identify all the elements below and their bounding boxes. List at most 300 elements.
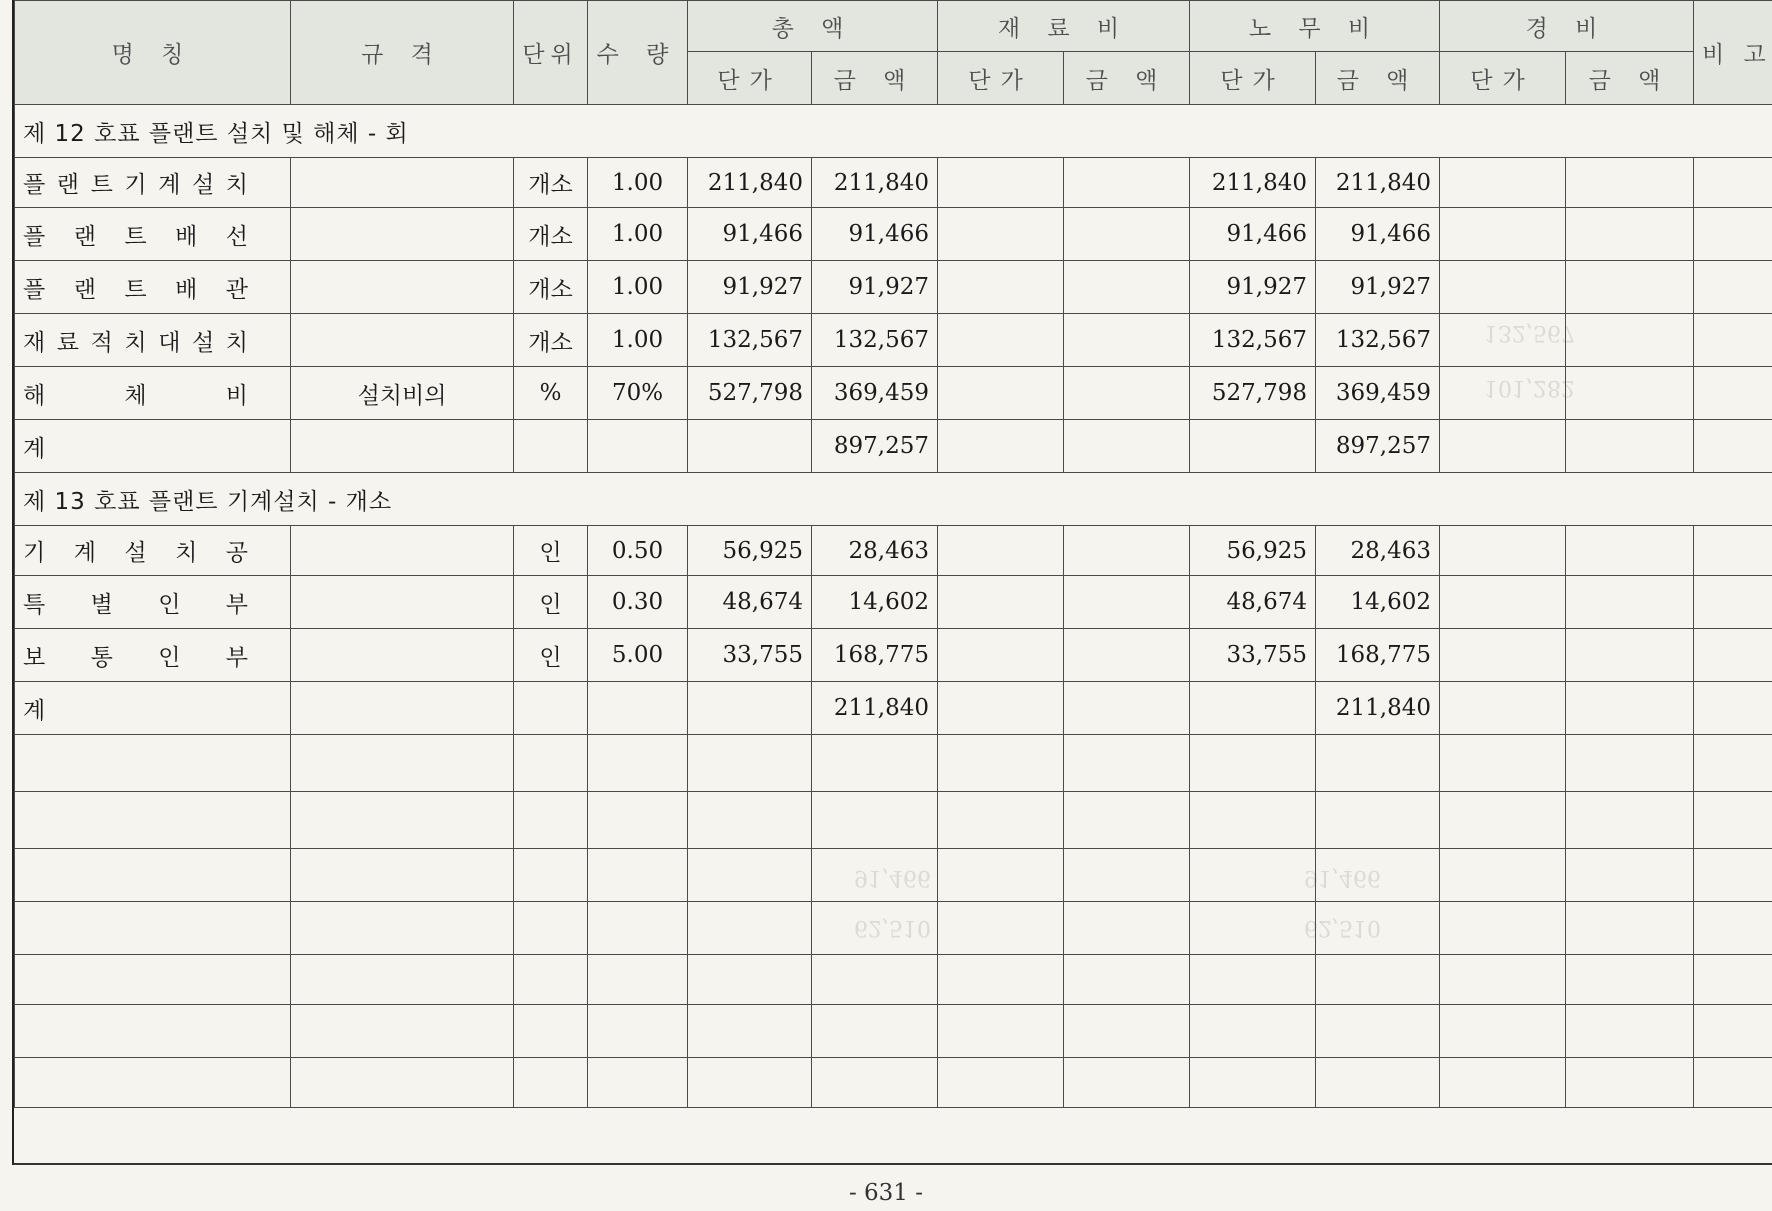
item-name <box>15 208 291 261</box>
labor-amount: 14,602 <box>1316 576 1440 629</box>
empty-cell <box>1566 735 1694 792</box>
name-char: 플 <box>23 276 46 303</box>
item-spec <box>291 314 514 367</box>
empty-cell <box>1064 792 1190 849</box>
subtotal-label: 계 <box>15 682 291 735</box>
subtotal-row <box>15 682 1772 735</box>
total-amount: 91,927 <box>812 261 938 314</box>
table-row <box>15 314 1772 367</box>
empty-cell <box>1190 1005 1316 1058</box>
header-expense: 경 비 <box>1440 1 1694 52</box>
name-char: 통 <box>90 644 113 671</box>
name-char: 트 <box>124 276 147 303</box>
item-spec <box>291 261 514 314</box>
remarks-cell <box>1694 576 1772 629</box>
empty-cell <box>15 955 291 1005</box>
empty-cell <box>514 849 588 902</box>
empty-cell <box>1440 792 1566 849</box>
table-row <box>15 526 1772 576</box>
empty-cell <box>1440 682 1566 735</box>
item-unit: 개소 <box>514 158 588 208</box>
empty-cell <box>1440 955 1566 1005</box>
material-unit-price <box>938 526 1064 576</box>
item-name <box>15 629 291 682</box>
remarks-cell <box>1694 261 1772 314</box>
empty-cell <box>938 955 1064 1005</box>
expense-amount <box>1566 314 1694 367</box>
name-char: 비 <box>225 382 248 409</box>
name-char: 별 <box>90 591 113 618</box>
subtotal-labor-amount: 897,257 <box>1316 420 1440 473</box>
empty-cell <box>15 735 291 792</box>
header-remarks: 비 고 <box>1694 1 1772 105</box>
total-amount: 28,463 <box>812 526 938 576</box>
empty-cell <box>588 735 688 792</box>
blank-row <box>15 792 1772 849</box>
empty-cell <box>1566 1058 1694 1108</box>
table-row <box>15 208 1772 261</box>
total-unit-price: 48,674 <box>688 576 812 629</box>
material-amount <box>1064 314 1190 367</box>
name-char: 트 <box>124 223 147 250</box>
remarks-cell <box>1694 158 1772 208</box>
empty-cell <box>291 1005 514 1058</box>
item-unit: 개소 <box>514 261 588 314</box>
item-name <box>15 367 291 420</box>
empty-cell <box>1190 955 1316 1005</box>
empty-cell <box>514 1058 588 1108</box>
name-char: 보 <box>23 644 46 671</box>
item-qty: 1.00 <box>588 208 688 261</box>
name-char: 랜 <box>73 276 96 303</box>
total-unit-price: 33,755 <box>688 629 812 682</box>
empty-cell <box>812 902 938 955</box>
name-char: 계 <box>158 172 181 198</box>
empty-cell <box>291 420 514 473</box>
empty-cell <box>1440 1005 1566 1058</box>
empty-cell <box>1566 902 1694 955</box>
empty-cell <box>291 849 514 902</box>
empty-cell <box>688 955 812 1005</box>
material-unit-price <box>938 208 1064 261</box>
expense-unit-price <box>1440 576 1566 629</box>
name-char: 기 <box>124 172 147 198</box>
name-char: 료 <box>56 329 80 356</box>
labor-amount: 132,567 <box>1316 314 1440 367</box>
labor-unit-price: 56,925 <box>1190 526 1316 576</box>
name-char: 플 <box>23 223 46 250</box>
empty-cell <box>1064 1005 1190 1058</box>
labor-amount: 211,840 <box>1316 158 1440 208</box>
item-spec: 설치비의 <box>291 367 514 420</box>
empty-cell <box>1440 735 1566 792</box>
expense-unit-price <box>1440 367 1566 420</box>
blank-row <box>15 902 1772 955</box>
section-title-row <box>15 473 1772 526</box>
table-row <box>15 576 1772 629</box>
labor-amount: 369,459 <box>1316 367 1440 420</box>
name-char: 치 <box>124 329 147 356</box>
remarks-cell <box>1694 526 1772 576</box>
name-char: 관 <box>225 276 248 303</box>
empty-cell <box>588 849 688 902</box>
header-expense-unit-price: 단가 <box>1440 52 1566 105</box>
empty-cell <box>1566 955 1694 1005</box>
empty-cell <box>1566 849 1694 902</box>
material-amount <box>1064 367 1190 420</box>
material-unit-price <box>938 261 1064 314</box>
total-unit-price: 527,798 <box>688 367 812 420</box>
subtotal-row <box>15 420 1772 473</box>
expense-amount <box>1566 158 1694 208</box>
empty-cell <box>1190 1058 1316 1108</box>
item-unit: 인 <box>514 629 588 682</box>
empty-cell <box>291 902 514 955</box>
total-amount: 211,840 <box>812 158 938 208</box>
material-amount <box>1064 629 1190 682</box>
empty-cell <box>938 1058 1064 1108</box>
total-unit-price: 91,466 <box>688 208 812 261</box>
expense-amount <box>1566 261 1694 314</box>
empty-cell <box>812 1005 938 1058</box>
name-char: 해 <box>23 382 46 409</box>
empty-cell <box>1316 735 1440 792</box>
empty-cell <box>688 1005 812 1058</box>
header-total-unit-price: 단가 <box>688 52 812 105</box>
table-row <box>15 629 1772 682</box>
empty-cell <box>688 792 812 849</box>
empty-cell <box>1316 849 1440 902</box>
header-total: 총 액 <box>688 1 938 52</box>
labor-unit-price: 33,755 <box>1190 629 1316 682</box>
empty-cell <box>1064 420 1190 473</box>
blank-row <box>15 849 1772 902</box>
labor-unit-price: 91,927 <box>1190 261 1316 314</box>
item-unit: 인 <box>514 576 588 629</box>
material-unit-price <box>938 629 1064 682</box>
item-name <box>15 158 291 208</box>
expense-amount <box>1566 576 1694 629</box>
empty-cell <box>1064 735 1190 792</box>
item-name-letters <box>23 218 248 251</box>
section-title: 제 13 호표 플랜트 기계설치 - 개소 <box>15 473 1772 526</box>
empty-cell <box>588 792 688 849</box>
name-char: 부 <box>225 644 248 671</box>
table-row <box>15 261 1772 314</box>
expense-amount <box>1566 526 1694 576</box>
name-char: 배 <box>175 223 198 250</box>
empty-cell <box>688 849 812 902</box>
empty-cell <box>1064 1058 1190 1108</box>
remarks-cell <box>1694 208 1772 261</box>
item-spec <box>291 576 514 629</box>
material-amount <box>1064 158 1190 208</box>
empty-cell <box>1694 902 1772 955</box>
empty-cell <box>688 1058 812 1108</box>
header-material-unit-price: 단가 <box>938 52 1064 105</box>
empty-cell <box>938 735 1064 792</box>
item-unit: 개소 <box>514 208 588 261</box>
header-unit: 단위 <box>514 1 588 105</box>
labor-unit-price: 211,840 <box>1190 158 1316 208</box>
blank-row <box>15 955 1772 1005</box>
name-char: 플 <box>23 172 46 198</box>
empty-cell <box>514 735 588 792</box>
subtotal-total-amount: 897,257 <box>812 420 938 473</box>
header-name: 명 칭 <box>15 1 291 105</box>
empty-cell <box>1190 902 1316 955</box>
empty-cell <box>1694 1058 1772 1108</box>
item-qty: 1.00 <box>588 314 688 367</box>
empty-cell <box>1694 955 1772 1005</box>
name-char: 치 <box>225 172 248 198</box>
name-char: 기 <box>23 540 46 566</box>
empty-cell <box>938 902 1064 955</box>
expense-unit-price <box>1440 261 1566 314</box>
item-unit: 개소 <box>514 314 588 367</box>
header-row-1 <box>15 1 1772 52</box>
name-char: 랜 <box>56 172 80 198</box>
subtotal-labor-amount: 211,840 <box>1316 682 1440 735</box>
subtotal-total-amount: 211,840 <box>812 682 938 735</box>
show-through-text: 91,466 <box>1304 865 1381 890</box>
total-amount: 168,775 <box>812 629 938 682</box>
item-name <box>15 576 291 629</box>
header-material-amount: 금 액 <box>1064 52 1190 105</box>
total-unit-price: 56,925 <box>688 526 812 576</box>
empty-cell <box>1064 682 1190 735</box>
header-qty: 수 량 <box>588 1 688 105</box>
cost-breakdown-sheet <box>12 0 1772 1165</box>
empty-cell <box>1190 682 1316 735</box>
section-title-row <box>15 105 1772 158</box>
empty-cell <box>1694 682 1772 735</box>
item-qty: 1.00 <box>588 261 688 314</box>
empty-cell <box>1566 682 1694 735</box>
header-labor-amount: 금 액 <box>1316 52 1440 105</box>
name-char: 적 <box>90 329 113 356</box>
show-through-text: 91,466 <box>854 865 931 890</box>
show-through-text: 62,510 <box>1304 915 1381 940</box>
empty-cell <box>514 955 588 1005</box>
expense-unit-price <box>1440 158 1566 208</box>
empty-cell <box>588 902 688 955</box>
header-total-amount: 금 액 <box>812 52 938 105</box>
name-char: 트 <box>90 172 113 198</box>
labor-unit-price: 91,466 <box>1190 208 1316 261</box>
empty-cell <box>1566 1005 1694 1058</box>
item-spec <box>291 526 514 576</box>
name-char: 부 <box>225 591 248 618</box>
header-material: 재 료 비 <box>938 1 1190 52</box>
material-amount <box>1064 208 1190 261</box>
material-amount <box>1064 576 1190 629</box>
item-name <box>15 314 291 367</box>
material-unit-price <box>938 314 1064 367</box>
item-spec <box>291 158 514 208</box>
labor-unit-price: 48,674 <box>1190 576 1316 629</box>
empty-cell <box>1316 902 1440 955</box>
header-labor-unit-price: 단가 <box>1190 52 1316 105</box>
item-unit: % <box>514 367 588 420</box>
empty-cell <box>1694 792 1772 849</box>
blank-row <box>15 735 1772 792</box>
blank-row <box>15 1058 1772 1108</box>
empty-cell <box>1064 902 1190 955</box>
empty-cell <box>588 682 688 735</box>
item-name-letters <box>23 586 248 619</box>
empty-cell <box>1064 849 1190 902</box>
remarks-cell <box>1694 367 1772 420</box>
name-char: 설 <box>191 329 215 356</box>
empty-cell <box>938 849 1064 902</box>
item-name-letters <box>23 534 248 567</box>
table-row <box>15 158 1772 208</box>
empty-cell <box>1190 792 1316 849</box>
total-unit-price: 91,927 <box>688 261 812 314</box>
page-number: - 631 - <box>848 1180 924 1206</box>
name-char: 특 <box>23 591 46 618</box>
show-through-text: 101,282 <box>1484 375 1575 400</box>
empty-cell <box>688 735 812 792</box>
name-char: 설 <box>124 540 147 566</box>
item-spec <box>291 629 514 682</box>
name-char: 인 <box>158 591 181 618</box>
empty-cell <box>1566 420 1694 473</box>
total-unit-price: 211,840 <box>688 158 812 208</box>
name-char: 치 <box>175 540 198 566</box>
item-qty: 0.50 <box>588 526 688 576</box>
empty-cell <box>588 420 688 473</box>
total-unit-price: 132,567 <box>688 314 812 367</box>
item-name-letters <box>23 271 248 304</box>
header-expense-amount: 금 액 <box>1566 52 1694 105</box>
empty-cell <box>938 1005 1064 1058</box>
empty-cell <box>1694 849 1772 902</box>
item-qty: 0.30 <box>588 576 688 629</box>
header-labor: 노 무 비 <box>1190 1 1440 52</box>
header-spec: 규 격 <box>291 1 514 105</box>
empty-cell <box>291 792 514 849</box>
name-char: 선 <box>225 223 248 250</box>
unit-cost-table <box>14 0 1772 1108</box>
item-qty: 1.00 <box>588 158 688 208</box>
name-char: 배 <box>175 276 198 303</box>
labor-amount: 168,775 <box>1316 629 1440 682</box>
empty-cell <box>1190 420 1316 473</box>
empty-cell <box>938 792 1064 849</box>
name-char: 치 <box>225 329 248 356</box>
empty-cell <box>291 1058 514 1108</box>
expense-unit-price <box>1440 526 1566 576</box>
material-unit-price <box>938 367 1064 420</box>
empty-cell <box>1694 735 1772 792</box>
show-through-text: 62,510 <box>854 915 931 940</box>
empty-cell <box>1440 420 1566 473</box>
labor-amount: 91,927 <box>1316 261 1440 314</box>
item-name <box>15 261 291 314</box>
expense-unit-price <box>1440 314 1566 367</box>
total-amount: 132,567 <box>812 314 938 367</box>
expense-unit-price <box>1440 208 1566 261</box>
empty-cell <box>938 420 1064 473</box>
empty-cell <box>812 955 938 1005</box>
empty-cell <box>1440 849 1566 902</box>
material-amount <box>1064 526 1190 576</box>
empty-cell <box>514 902 588 955</box>
empty-cell <box>1316 1005 1440 1058</box>
empty-cell <box>514 792 588 849</box>
total-amount: 14,602 <box>812 576 938 629</box>
remarks-cell <box>1694 629 1772 682</box>
item-name-letters <box>23 377 248 410</box>
material-unit-price <box>938 576 1064 629</box>
empty-cell <box>1190 849 1316 902</box>
item-qty: 5.00 <box>588 629 688 682</box>
item-name-letters <box>23 324 248 357</box>
item-name-letters <box>23 639 248 672</box>
labor-amount: 91,466 <box>1316 208 1440 261</box>
empty-cell <box>15 1005 291 1058</box>
subtotal-label: 계 <box>15 420 291 473</box>
empty-cell <box>688 902 812 955</box>
name-char: 랜 <box>73 223 96 250</box>
empty-cell <box>812 1058 938 1108</box>
empty-cell <box>291 955 514 1005</box>
remarks-cell <box>1694 314 1772 367</box>
empty-cell <box>688 420 812 473</box>
empty-cell <box>15 792 291 849</box>
expense-amount <box>1566 367 1694 420</box>
expense-amount <box>1566 629 1694 682</box>
empty-cell <box>291 735 514 792</box>
empty-cell <box>1316 955 1440 1005</box>
labor-unit-price: 527,798 <box>1190 367 1316 420</box>
expense-unit-price <box>1440 629 1566 682</box>
empty-cell <box>1694 1005 1772 1058</box>
empty-cell <box>812 792 938 849</box>
empty-cell <box>15 849 291 902</box>
empty-cell <box>1316 1058 1440 1108</box>
empty-cell <box>588 1005 688 1058</box>
empty-cell <box>938 682 1064 735</box>
blank-row <box>15 1005 1772 1058</box>
item-name <box>15 526 291 576</box>
expense-amount <box>1566 208 1694 261</box>
item-spec <box>291 208 514 261</box>
material-unit-price <box>938 158 1064 208</box>
labor-unit-price: 132,567 <box>1190 314 1316 367</box>
total-amount: 369,459 <box>812 367 938 420</box>
empty-cell <box>588 1058 688 1108</box>
name-char: 재 <box>23 329 46 356</box>
empty-cell <box>1440 902 1566 955</box>
empty-cell <box>1316 792 1440 849</box>
name-char: 공 <box>225 540 248 566</box>
labor-amount: 28,463 <box>1316 526 1440 576</box>
empty-cell <box>1440 1058 1566 1108</box>
name-char: 설 <box>191 172 215 198</box>
empty-cell <box>15 1058 291 1108</box>
name-char: 계 <box>73 540 96 566</box>
item-qty: 70% <box>588 367 688 420</box>
empty-cell <box>514 682 588 735</box>
empty-cell <box>1190 735 1316 792</box>
empty-cell <box>15 902 291 955</box>
empty-cell <box>1566 792 1694 849</box>
show-through-text: 132,567 <box>1484 320 1575 345</box>
material-amount <box>1064 261 1190 314</box>
